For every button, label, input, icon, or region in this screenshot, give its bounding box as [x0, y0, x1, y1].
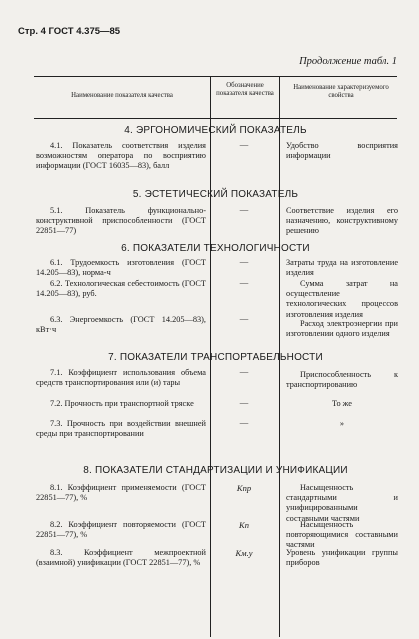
indicator-symbol: Кпр [236, 483, 252, 493]
indicator-name: 6.3. Энергоемкость (ГОСТ 14.205—83), кВт·ч [36, 315, 206, 335]
indicator-name: 7.3. Прочность при воздействии внешней среды при транспортировании [36, 419, 206, 439]
page-reference: Стр. 4 ГОСТ 4.375—85 [18, 26, 121, 37]
table-top-rule [34, 76, 397, 77]
column-header-name: Наименование показателя качества [71, 92, 173, 99]
indicator-symbol: — [239, 277, 249, 287]
indicator-name: 8.1. Коэффициент применяемости (ГОСТ 22851—77), % [36, 483, 206, 503]
indicator-symbol: — [239, 256, 249, 266]
section-title: 4. ЭРГОНОМИЧЕСКИЙ ПОКАЗАТЕЛЬ [124, 125, 307, 136]
characterized-property: Сумма затрат на осуществление технологических процессов изготовления изделия [286, 279, 398, 319]
indicator-symbol: — [239, 397, 249, 407]
indicator-name: 8.2. Коэффициент повторяемости (ГОСТ 22851—77), % [36, 520, 206, 540]
table-header-rule [34, 118, 397, 119]
indicator-name: 4.1. Показатель соответствия изделия возможностям оператора по восприятию информации (ГОСТ 16035—83), балл [36, 141, 206, 171]
indicator-name: 8.3. Коэффициент межпроектной (взаимной) унификации (ГОСТ 22851—77), % [36, 548, 206, 568]
column-header-symbol: Обозначение показателя качества [216, 82, 274, 97]
characterized-property: Затраты труда на изготовление изделия [286, 258, 398, 278]
indicator-symbol: — [239, 139, 249, 149]
table-continuation-label: Продолжение табл. 1 [299, 56, 397, 67]
indicator-name: 6.1. Трудоемкость изготовления (ГОСТ 14.205—83), норма-ч [36, 258, 206, 278]
column-header-property: Наименование характеризуемого свойства [293, 84, 389, 99]
characterized-property: То же [332, 399, 352, 408]
characterized-property: Насыщенность повторяющимися составными частями [286, 520, 398, 550]
indicator-name: 7.1. Коэффициент использования объема средств транспортирования или (и) тары [36, 368, 206, 388]
section-title: 6. ПОКАЗАТЕЛИ ТЕХНОЛОГИЧНОСТИ [121, 243, 310, 254]
characterized-property: Расход электроэнергии при изготовлении одного изделия [286, 319, 398, 339]
indicator-name: 6.2. Технологическая себестоимость (ГОСТ 14.205—83), руб. [36, 279, 206, 299]
section-title: 7. ПОКАЗАТЕЛИ ТРАНСПОРТАБЕЛЬНОСТИ [108, 352, 323, 363]
characterized-property: » [339, 419, 345, 428]
characterized-property: Соответствие изделия его назначению, конструктивному решению [286, 206, 398, 236]
characterized-property: Насыщенность стандартными и унифицированными составными частями [286, 483, 398, 523]
characterized-property: Уровень унификации группы приборов [286, 548, 398, 568]
indicator-name: 7.2. Прочность при транспортной тряске [50, 399, 194, 408]
characterized-property: Удобство восприятия информации [286, 141, 398, 161]
section-title: 5. ЭСТЕТИЧЕСКИЙ ПОКАЗАТЕЛЬ [132, 189, 299, 200]
section-title: 8. ПОКАЗАТЕЛИ СТАНДАРТИЗАЦИИ И УНИФИКАЦИИ [83, 465, 348, 476]
indicator-name: 5.1. Показатель функционально-конструктивной приспособленности (ГОСТ 22851—77) [36, 206, 206, 236]
indicator-symbol: — [239, 417, 249, 427]
characterized-property: Приспособленность к транспортированию [286, 370, 398, 390]
indicator-symbol: — [239, 313, 249, 323]
indicator-symbol: — [239, 204, 249, 214]
indicator-symbol: — [239, 366, 249, 376]
indicator-symbol: Км.у [235, 548, 253, 558]
indicator-symbol: Кп [239, 520, 249, 530]
